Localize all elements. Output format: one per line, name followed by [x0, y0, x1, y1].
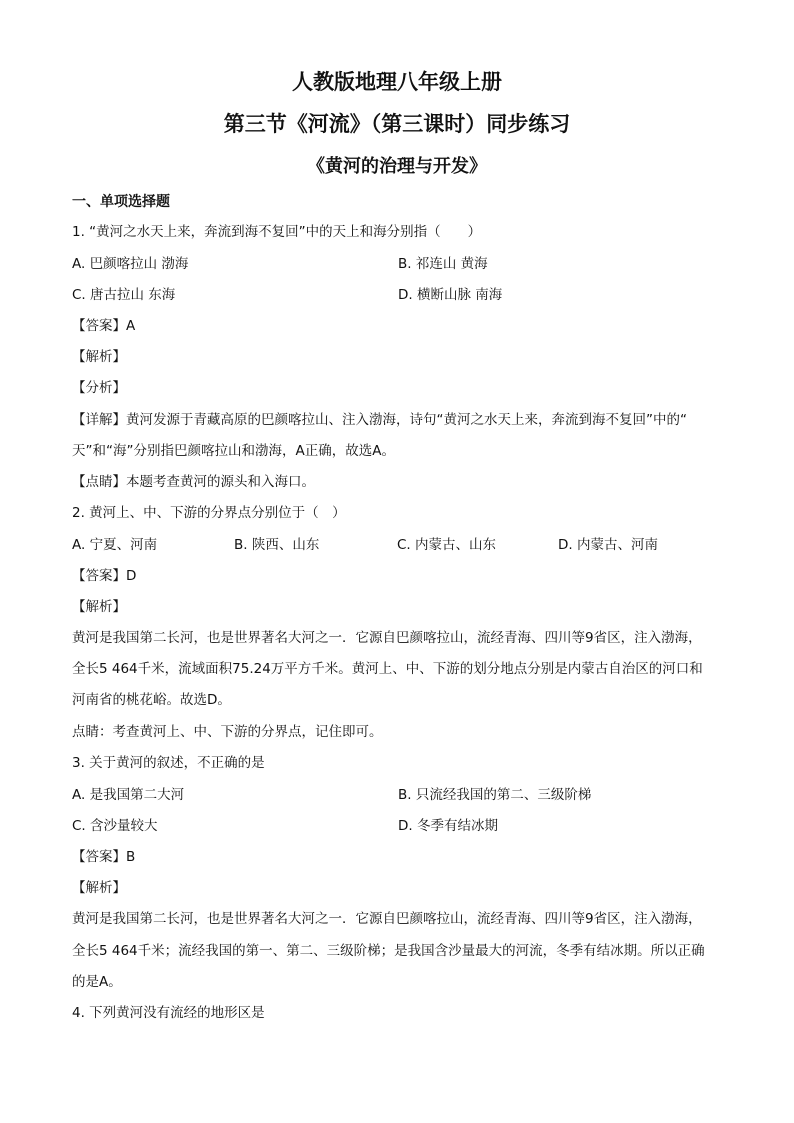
question-2-answer: 【答案】D [72, 568, 137, 584]
question-1-point: 【点睛】本题考查黄河的源头和入海口。 [72, 474, 315, 490]
question-2-point: 点睛：考查黄河上、中、下游的分界点，记住即可。 [72, 724, 383, 740]
question-3-option-d: D. 冬季有结冰期 [398, 818, 498, 834]
document-topic: 《黄河的治理与开发》 [307, 156, 487, 177]
question-4-stem: 4. 下列黄河没有流经的地形区是 [72, 1005, 265, 1021]
section-heading: 一、单项选择题 [72, 194, 170, 210]
question-3-analysis-label: 【解析】 [72, 880, 126, 896]
question-3-option-a: A. 是我国第二大河 [72, 787, 185, 803]
question-1-fenxi-label: 【分析】 [72, 380, 126, 396]
question-2-option-b: B. 陕西、山东 [234, 537, 320, 553]
document-subtitle: 第三节《河流》（第三课时）同步练习 [223, 111, 571, 136]
question-2-explanation-end: 河南省的桃花峪。故选D。 [72, 692, 231, 708]
question-1-answer: 【答案】A [72, 318, 136, 334]
question-1-option-a: A. 巴颜喀拉山 渤海 [72, 256, 189, 272]
question-2-option-d: D. 内蒙古、河南 [558, 537, 658, 553]
question-2-analysis-label: 【解析】 [72, 599, 126, 615]
question-3-answer: 【答案】B [72, 849, 136, 865]
question-1-option-b: B. 祁连山 黄海 [398, 256, 488, 272]
question-1-analysis-label: 【解析】 [72, 349, 126, 365]
question-1-stem: 1. “黄河之水天上来，奔流到海不复回”中的天上和海分别指（ ） [72, 224, 482, 240]
document-title: 人教版地理八年级上册 [292, 69, 502, 94]
question-3-explanation-end: 的是A。 [72, 974, 122, 990]
question-3-explanation: 黄河是我国第二长河，也是世界著名大河之一．它源自巴颜喀拉山，流经青海、四川等9省区，注入渤海， [72, 911, 702, 927]
question-1-detail-cont: 天”和“海”分别指巴颜喀拉山和渤海，A正确，故选A。 [72, 443, 395, 459]
question-2-explanation: 黄河是我国第二长河，也是世界著名大河之一．它源自巴颜喀拉山，流经青海、四川等9省区，注入渤海， [72, 630, 702, 646]
question-2-explanation-cont: 全长5 464千米，流域面积75.24万平方千米。黄河上、中、下游的划分地点分别是内蒙古自治区的河口和 [72, 661, 703, 677]
question-3-explanation-cont: 全长5 464千米；流经我国的第一、第二、三级阶梯；是我国含沙量最大的河流，冬季有结冰期。所以正确 [72, 943, 705, 959]
question-1-detail: 【详解】黄河发源于青藏高原的巴颜喀拉山、注入渤海，诗句“黄河之水天上来，奔流到海不复回”中的“ [72, 412, 687, 428]
question-1-option-d: D. 横断山脉 南海 [398, 287, 503, 303]
question-2-option-a: A. 宁夏、河南 [72, 537, 158, 553]
question-1-option-c: C. 唐古拉山 东海 [72, 287, 176, 303]
question-3-stem: 3. 关于黄河的叙述，不正确的是 [72, 755, 265, 771]
question-3-option-c: C. 含沙量较大 [72, 818, 158, 834]
question-2-stem: 2. 黄河上、中、下游的分界点分别位于（ ） [72, 505, 346, 521]
question-2-option-c: C. 内蒙古、山东 [397, 537, 497, 553]
question-3-option-b: B. 只流经我国的第二、三级阶梯 [398, 787, 592, 803]
